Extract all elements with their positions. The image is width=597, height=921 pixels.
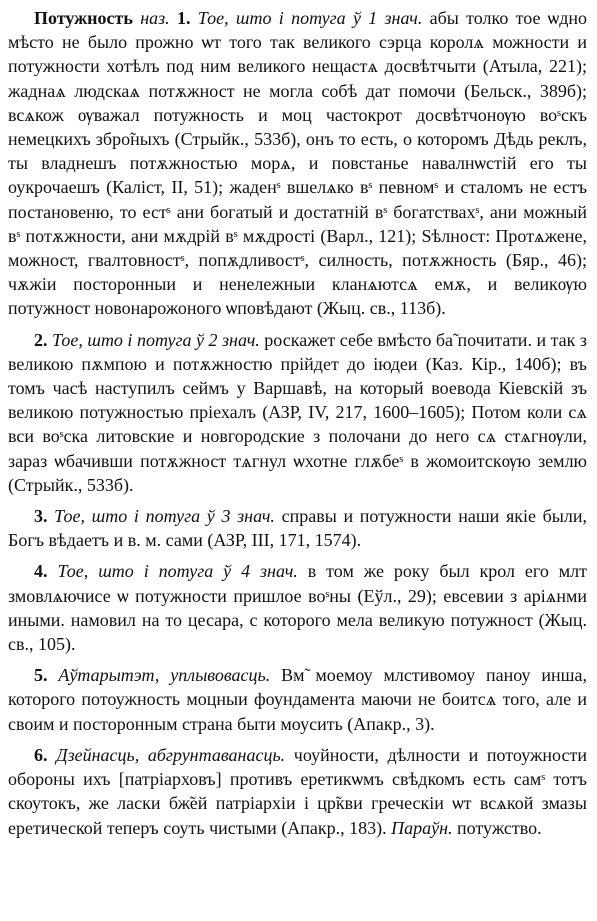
grammar-label: наз.	[140, 8, 170, 28]
sense-4	[8, 559, 587, 656]
sense-number: 4.	[34, 561, 48, 582]
sense-citations: чоуйности, дѣлности и потоужности обороны ихъ [патріарховъ] противъ еретикѡмъ свѣдкомъ есть самˢ тотъ скоутокъ, же ласки бж̃ей патріархіи і цр̃кви греческіи ѡт всѧкой змазы еретической теперъ соуть чистыми (Апакр., 183).	[8, 744, 587, 838]
sense-definition: Тое, што і потуга ў 1 знач.	[197, 8, 423, 28]
sense-number: 6.	[34, 744, 48, 765]
sense-1	[8, 6, 587, 321]
sense-definition: Аўтарытэт, уплывовасць.	[58, 665, 271, 686]
sense-3	[8, 504, 587, 552]
sense-definition: Тое, што і потуга ў 2 знач.	[52, 329, 260, 350]
sense-citations: в том же року был крол его млт змовлѧючисе ѡ потужности пришлое воˢны (Еўл., 29); евсевии з аріѧнми иными. намовил на то цесара, с которого мела великую потужност (Жыц. св., 105).	[8, 561, 588, 655]
sense-citations: абы толко тое ѡдно мѣсто не было прожно ѡт того так великого сэрца королѧ можности и потужности хотѣлъ под ним великого нещастѧ досвѣтчыти (Атыла, 221); жаднаѧ людскаѧ потѫжност не могла собѣ дат помочи (Бельск., 389б); всѧкож ѹважал потужность и моц частокрот досвѣтчонѹю воˢскъ немецкихъ збро̃ныхъ (Стрыйк., 533б), онъ то есть, о которомъ Дѣдь реклъ, ты владнешъ потѫжностью морѧ, и повстанье навалнѡстій его ты оукрочаешъ (Каліст, ІІ, 51); жаденˢ вшелѧко вˢ певномˢ и сталомъ не естъ постановеню, то естˢ ани богатый и достатній вˢ богатствахˢ, ани можный вˢ потѫжности, ани мѫдрій вˢ мѫдрості (Варл., 121); Ѕѣлност: Протѧжене, можност, гвалтовностˢ, попѫдливостˢ, силность, потѫжность (Бяр., 46); чѫжіи посторонныи и ненележныи кланѧютсѧ емѫ, и великѹю потужност новонарожоного ѡповѣдают (Жыц. св., 113б).	[8, 8, 588, 319]
sense-definition: Дзейнасць, абгрунтаванасць.	[56, 744, 286, 765]
compare-label: Параўн.	[391, 817, 453, 838]
sense-definition: Тое, што і потуга ў 3 знач.	[54, 506, 275, 527]
sense-number: 3.	[34, 506, 48, 527]
sense-number: 1.	[176, 8, 191, 28]
sense-number: 2.	[34, 329, 48, 350]
sense-5	[8, 663, 587, 736]
compare-word: потужство.	[457, 817, 542, 838]
sense-citations: роскажет себе вмѣсто ба̃ почитати. и так з великою пѫмпою и потѫжностю прійдет до іюдеи (Каз. Кір., 140б); въ томъ часѣ наступилъ сеймъ у Варшавѣ, на который воевода Кіевскій зъ великою потужностью пріехалъ (АЗР, IV, 217, 1600–1605); Потом коли сѧ вси воˢска литовские и новгородские з полочани до него сѧ стѧгнѹли, зараз ѡбачивши потѫжност тѧгнул ѡхотне глѫбеˢ в жомоитскѹю землю (Стрыйк., 533б).	[8, 329, 588, 495]
sense-definition: Тое, што і потуга ў 4 знач.	[57, 561, 298, 582]
sense-citations: Вм̃ моемоу млстивомоу паноу инша, которого потоужность моцныи фоундамента маючи не боитсѧ того, але и своим и посторонным страна быти моусить (Апакр., 3).	[8, 665, 587, 734]
headword: Потужность	[34, 8, 133, 28]
sense-citations: справы и потужности наши якіе были, Богъ вѣдаетъ и в. м. сами (АЗР, III, 171, 1574).	[8, 506, 588, 551]
sense-number: 5.	[34, 665, 48, 686]
sense-6	[8, 743, 587, 840]
sense-2	[8, 328, 587, 497]
